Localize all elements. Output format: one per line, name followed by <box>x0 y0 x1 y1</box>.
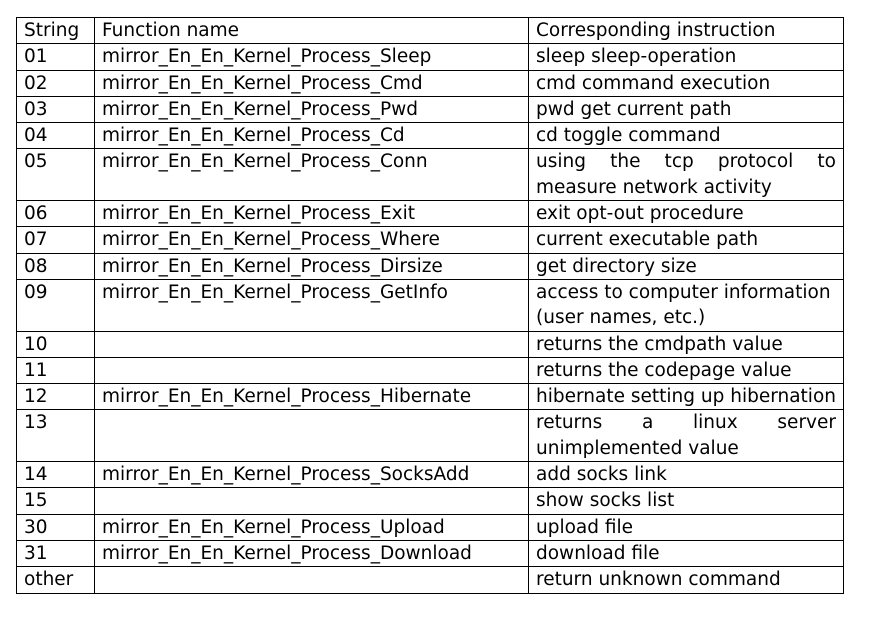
cell-function-name <box>95 567 529 593</box>
table-body <box>17 44 844 593</box>
cell-function-name: mirror_En_En_Kernel_Process_Cd <box>95 123 529 149</box>
table-row <box>17 514 844 540</box>
cell-string: 06 <box>17 201 95 227</box>
header-string: String <box>17 18 95 44</box>
table-row <box>17 201 844 227</box>
cell-function-name: mirror_En_En_Kernel_Process_Sleep <box>95 44 529 70</box>
cell-function-name: mirror_En_En_Kernel_Process_Pwd <box>95 96 529 122</box>
cell-string: 12 <box>17 384 95 410</box>
cell-string: 31 <box>17 540 95 566</box>
cell-instruction: current executable path <box>529 227 844 253</box>
table-row <box>17 384 844 410</box>
cell-function-name: mirror_En_En_Kernel_Process_Upload <box>95 514 529 540</box>
cell-instruction: access to computer information (user names, etc.) <box>529 279 844 331</box>
table-row <box>17 253 844 279</box>
cell-function-name: mirror_En_En_Kernel_Process_Conn <box>95 149 529 201</box>
cell-function-name: mirror_En_En_Kernel_Process_Where <box>95 227 529 253</box>
cell-instruction: returns the cmdpath value <box>529 331 844 357</box>
cell-string: 01 <box>17 44 95 70</box>
header-corresponding-instruction: Corresponding instruction <box>529 18 844 44</box>
cell-string: 02 <box>17 70 95 96</box>
header-function-name: Function name <box>95 18 529 44</box>
cell-string: 05 <box>17 149 95 201</box>
cell-instruction: returns a linux server unimplemented value <box>529 410 844 462</box>
table-row <box>17 331 844 357</box>
document-page <box>16 17 844 594</box>
table-row <box>17 149 844 201</box>
cell-string: 11 <box>17 357 95 383</box>
cell-function-name <box>95 488 529 514</box>
table-row <box>17 44 844 70</box>
table-row <box>17 567 844 593</box>
cell-string: 04 <box>17 123 95 149</box>
cell-function-name <box>95 331 529 357</box>
cell-string: 30 <box>17 514 95 540</box>
cell-instruction: return unknown command <box>529 567 844 593</box>
cell-string: 10 <box>17 331 95 357</box>
cell-instruction: pwd get current path <box>529 96 844 122</box>
cell-string: 08 <box>17 253 95 279</box>
cell-function-name: mirror_En_En_Kernel_Process_GetInfo <box>95 279 529 331</box>
table-row <box>17 279 844 331</box>
cell-function-name: mirror_En_En_Kernel_Process_Exit <box>95 201 529 227</box>
cell-string: 07 <box>17 227 95 253</box>
cell-instruction: using the tcp protocol to measure network activity <box>529 149 844 201</box>
cell-string: 13 <box>17 410 95 462</box>
table-row <box>17 227 844 253</box>
cell-function-name: mirror_En_En_Kernel_Process_SocksAdd <box>95 462 529 488</box>
cell-instruction: upload file <box>529 514 844 540</box>
cell-function-name <box>95 410 529 462</box>
table-row <box>17 70 844 96</box>
cell-instruction: get directory size <box>529 253 844 279</box>
table-row <box>17 540 844 566</box>
table-header-row <box>17 18 844 44</box>
table-row <box>17 488 844 514</box>
cell-instruction: sleep sleep-operation <box>529 44 844 70</box>
cell-function-name: mirror_En_En_Kernel_Process_Cmd <box>95 70 529 96</box>
table-row <box>17 96 844 122</box>
cell-string: other <box>17 567 95 593</box>
cell-function-name <box>95 357 529 383</box>
cell-instruction: cd toggle command <box>529 123 844 149</box>
cell-instruction: cmd command execution <box>529 70 844 96</box>
cell-string: 03 <box>17 96 95 122</box>
cell-instruction: returns the codepage value <box>529 357 844 383</box>
table-row <box>17 357 844 383</box>
table-row <box>17 462 844 488</box>
table-row <box>17 410 844 462</box>
cell-instruction: add socks link <box>529 462 844 488</box>
table-row <box>17 123 844 149</box>
cell-instruction: exit opt-out procedure <box>529 201 844 227</box>
cell-instruction: show socks list <box>529 488 844 514</box>
cell-string: 15 <box>17 488 95 514</box>
cell-instruction: download file <box>529 540 844 566</box>
cell-function-name: mirror_En_En_Kernel_Process_Hibernate <box>95 384 529 410</box>
command-table <box>16 17 844 594</box>
cell-function-name: mirror_En_En_Kernel_Process_Dirsize <box>95 253 529 279</box>
cell-function-name: mirror_En_En_Kernel_Process_Download <box>95 540 529 566</box>
cell-string: 14 <box>17 462 95 488</box>
cell-instruction: hibernate setting up hibernation <box>529 384 844 410</box>
cell-string: 09 <box>17 279 95 331</box>
